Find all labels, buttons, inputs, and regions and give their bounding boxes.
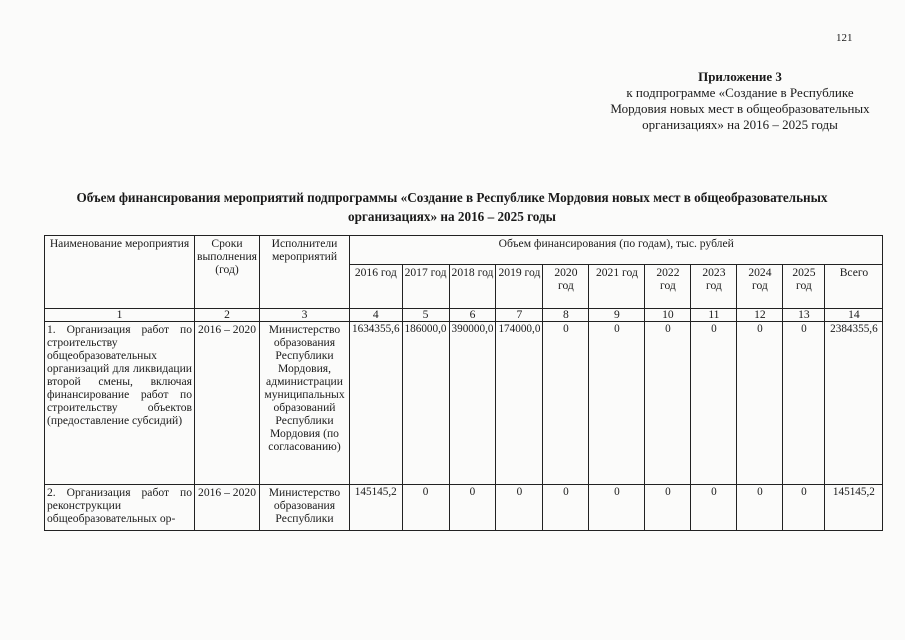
header-name: Наименование мероприятия [45, 236, 195, 309]
header-year: 2019 год [496, 265, 543, 309]
header-funding-group: Объем финансирования (по годам), тыс. рублей [350, 236, 883, 265]
column-number: 11 [691, 309, 737, 322]
value-cell: 0 [691, 322, 737, 485]
header-year: 2024 год [737, 265, 783, 309]
page-number: 121 [836, 32, 853, 44]
appendix-text: к подпрограмме «Создание в Республике Мордовия новых мест в общеобразовательных организациях» на 2016 – 2025 годы [610, 85, 870, 132]
column-number: 6 [449, 309, 496, 322]
column-number: 8 [543, 309, 589, 322]
value-cell: 0 [589, 322, 645, 485]
activity-name: 2. Организация работ по реконструкции общеобразовательных ор- [45, 485, 195, 531]
header-year: 2021 год [589, 265, 645, 309]
activity-term: 2016 – 2020 [195, 322, 260, 485]
value-cell: 0 [737, 322, 783, 485]
column-number: 1 [45, 309, 195, 322]
table-row [45, 322, 883, 485]
header-year: 2020 год [543, 265, 589, 309]
value-cell: 0 [737, 485, 783, 531]
column-number: 4 [350, 309, 403, 322]
activity-executor: Министерство образования Республики Мордовия, администрации муниципальных образований Республики Мордовия (по согласованию) [260, 322, 350, 485]
value-cell: 1634355,6 [350, 322, 403, 485]
table-row [45, 485, 883, 531]
activity-executor: Министерство образования Республики [260, 485, 350, 531]
value-cell: 0 [783, 322, 825, 485]
value-cell: 0 [402, 485, 449, 531]
value-cell: 0 [783, 485, 825, 531]
column-number: 13 [783, 309, 825, 322]
header-total: Всего [825, 265, 883, 309]
activity-term: 2016 – 2020 [195, 485, 260, 531]
column-number: 12 [737, 309, 783, 322]
value-cell-total: 145145,2 [825, 485, 883, 531]
value-cell-total: 2384355,6 [825, 322, 883, 485]
column-number: 2 [195, 309, 260, 322]
header-year: 2018 год [449, 265, 496, 309]
value-cell: 186000,0 [402, 322, 449, 485]
value-cell: 0 [543, 322, 589, 485]
header-year: 2017 год [402, 265, 449, 309]
value-cell: 0 [691, 485, 737, 531]
value-cell: 390000,0 [449, 322, 496, 485]
header-year: 2025 год [783, 265, 825, 309]
header-executor: Исполнители мероприятий [260, 236, 350, 309]
column-number: 5 [402, 309, 449, 322]
header-term: Сроки выполнения (год) [195, 236, 260, 309]
header-year: 2016 год [350, 265, 403, 309]
column-number: 10 [645, 309, 691, 322]
financing-table [44, 235, 883, 531]
value-cell: 0 [589, 485, 645, 531]
value-cell: 145145,2 [350, 485, 403, 531]
value-cell: 0 [645, 322, 691, 485]
column-number: 14 [825, 309, 883, 322]
column-number: 3 [260, 309, 350, 322]
activity-name: 1. Организация работ по строительству общеобразовательных организаций для ликвидации второй смены, включая финансирование работ по строительству объектов (предоставление субсидий) [45, 322, 195, 485]
document-title: Объем финансирования мероприятий подпрограммы «Создание в Республике Мордовия новых мест в общеобразовательных организациях» на 2016 – 2025 годы [76, 190, 828, 224]
value-cell: 0 [496, 485, 543, 531]
value-cell: 174000,0 [496, 322, 543, 485]
column-number: 9 [589, 309, 645, 322]
appendix-block [600, 69, 880, 133]
appendix-title: Приложение 3 [698, 69, 782, 84]
value-cell: 0 [645, 485, 691, 531]
header-year: 2022 год [645, 265, 691, 309]
value-cell: 0 [449, 485, 496, 531]
column-number: 7 [496, 309, 543, 322]
value-cell: 0 [543, 485, 589, 531]
header-year: 2023 год [691, 265, 737, 309]
